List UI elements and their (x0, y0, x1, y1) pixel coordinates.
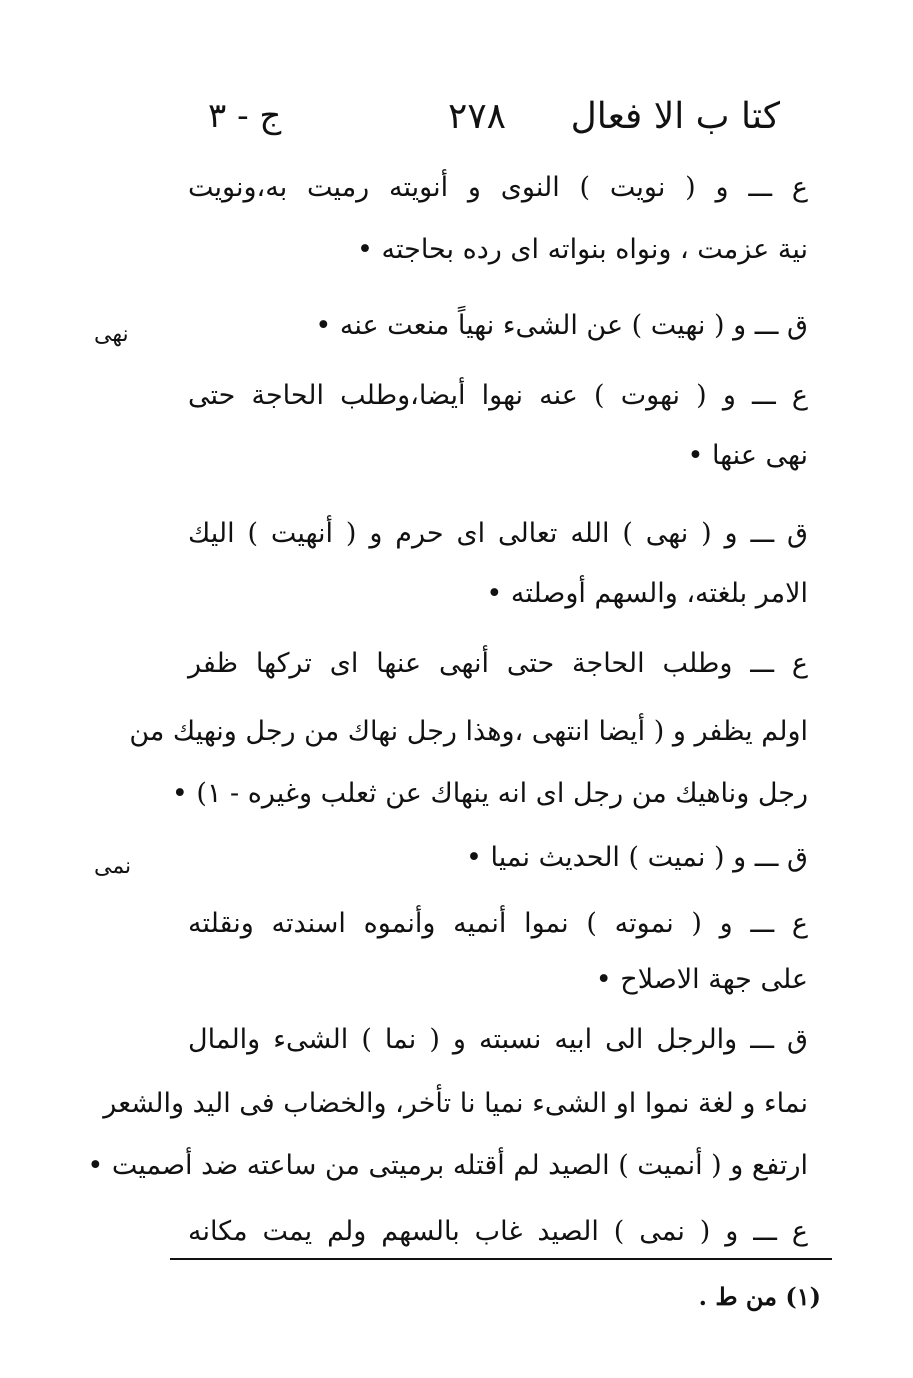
text-line: ق ـــ و ( نهيت ) عن الشىء نهياً منعت عنه • (315, 310, 808, 341)
text-line: ع ـــ و ( نهوت ) عنه نهوا أيضا،وطلب الحاجة حتى (188, 380, 808, 411)
text-line: ق ـــ و ( نميت ) الحديث نميا • (465, 842, 808, 873)
text-line: ق ـــ و ( نهى ) الله تعالى اى حرم و ( أنهيت ) اليك (188, 518, 808, 549)
text-line: نهى عنها • (687, 440, 808, 471)
text-line: ع ـــ وطلب الحاجة حتى أنهى عنها اى تركها ظفر (188, 648, 808, 679)
text-line: ع ـــ و ( نموته ) نموا أنميه وأنموه اسندته ونقلته (188, 908, 808, 939)
footnote: (١) من ط . (698, 1282, 821, 1311)
text-line: ق ـــ والرجل الى ابيه نسبته و ( نما ) الشىء والمال (188, 1024, 808, 1055)
text-line: رجل وناهيك من رجل اى انه ينهاك عن ثعلب وغيره - ١) • (171, 778, 808, 809)
text-line: الامر بلغته، والسهم أوصلته • (486, 578, 808, 609)
margin-note-nahy: نهى (94, 322, 129, 347)
text-line: اولم يظفر و ( أيضا انتهى ،وهذا رجل نهاك من رجل ونهيك من (129, 716, 808, 747)
book-title: كتا ب الا فعال (570, 96, 780, 137)
text-line: ع ـــ و ( نويت ) النوى و أنويته رميت به،ونويت (188, 172, 808, 203)
margin-note-namy: نمى (94, 854, 132, 879)
footnote-divider (170, 1258, 832, 1260)
text-line: على جهة الاصلاح • (595, 964, 808, 995)
text-line: ارتفع و ( أنميت ) الصيد لم أقتله برميتى من ساعته ضد أصميت • (87, 1150, 808, 1181)
text-line: نماء و لغة نموا او الشىء نميا نا تأخر، والخضاب فى اليد والشعر (103, 1088, 808, 1119)
text-line: نية عزمت ، ونواه بنواته اى رده بحاجته • (357, 234, 808, 265)
text-line: ع ـــ و ( نمى ) الصيد غاب بالسهم ولم يمت مكانه (188, 1216, 808, 1247)
page-header (180, 96, 780, 146)
volume-number: ج - ٣ (208, 96, 282, 136)
page-number: ٢٧٨ (448, 96, 507, 137)
